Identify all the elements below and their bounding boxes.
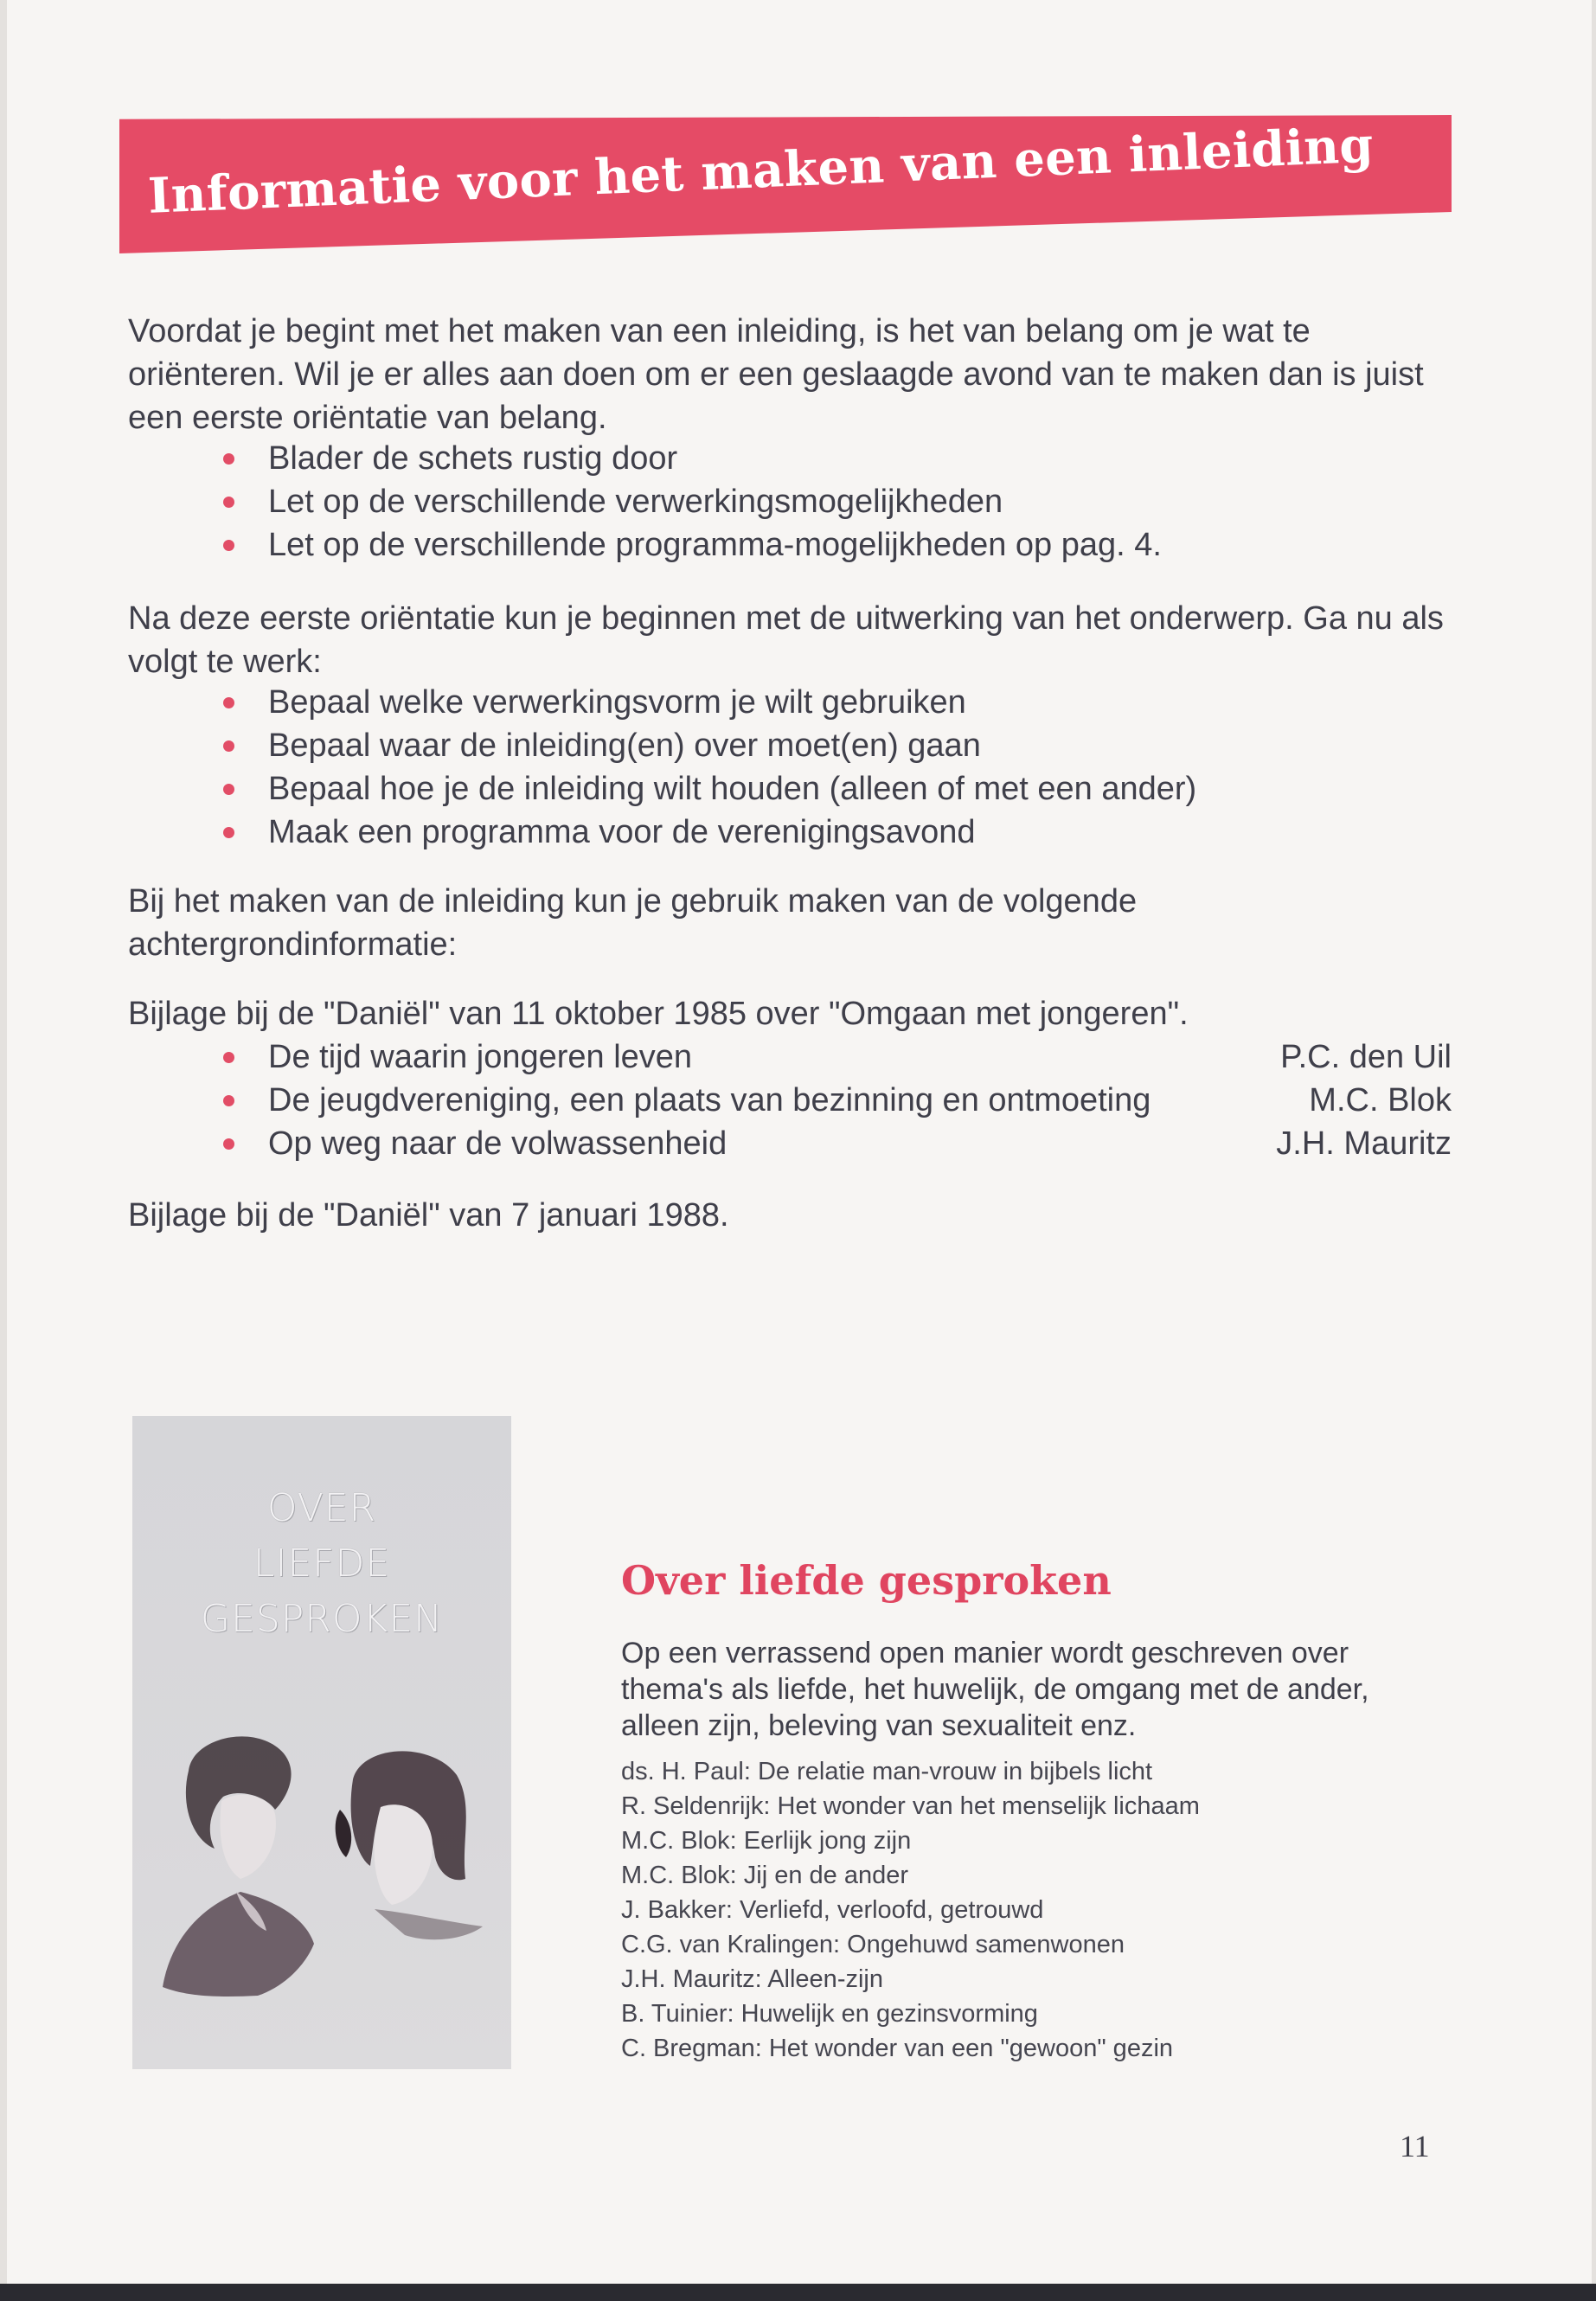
- list-item: [223, 1035, 1452, 1079]
- bullet-dot-icon: [223, 827, 234, 838]
- supplement-1988: Bijlage bij de "Daniël" van 7 januari 1988.: [128, 1197, 729, 1234]
- list-item: Bepaal waar de inleiding(en) over moet(en) gaan: [223, 724, 1452, 767]
- list-item: J. Bakker: Verliefd, verloofd, getrouwd: [621, 1896, 1044, 1924]
- list-item: Blader de schets rustig door: [223, 437, 1452, 480]
- couple-illustration: [154, 1727, 491, 2013]
- article-author: J.H. Mauritz: [1276, 1125, 1452, 1162]
- list-item: Let op de verschillende verwerkingsmogelijkheden: [223, 480, 1452, 523]
- list-item: R. Seldenrijk: Het wonder van het menselijk lichaam: [621, 1792, 1200, 1820]
- list-item: B. Tuinier: Huwelijk en gezinsvorming: [621, 2000, 1038, 2028]
- article-title: De jeugdvereniging, een plaats van bezinning en ontmoeting: [268, 1082, 1151, 1118]
- article-author: P.C. den Uil: [1280, 1039, 1452, 1075]
- list-item: Maak een programma voor de verenigingsavond: [223, 811, 1452, 854]
- article-title: De tijd waarin jongeren leven: [268, 1039, 693, 1075]
- bullet-dot-icon: [223, 740, 234, 752]
- list-item: M.C. Blok: Eerlijk jong zijn: [621, 1827, 912, 1855]
- page-title: Informatie voor het maken van een inleiding: [146, 116, 1375, 225]
- list-item: Bepaal hoe je de inleiding wilt houden (alleen of met een ander): [223, 767, 1452, 811]
- list-item: [223, 1079, 1452, 1122]
- page-number: 11: [1400, 2129, 1430, 2163]
- list-item: J.H. Mauritz: Alleen-zijn: [621, 1965, 883, 1993]
- articles-list: [223, 1035, 1452, 1165]
- book-contents: [621, 1754, 1452, 2066]
- book-description: Op een verrassend open manier wordt geschreven over thema's als liefde, het huwelijk, de omgang met de ander, alleen zijn, beleving van sexualiteit enz.: [621, 1637, 1369, 1742]
- background-paragraph: Bij het maken van de inleiding kun je gebruik maken van de volgende achtergrondinformatie:: [128, 883, 1138, 963]
- list-item: M.C. Blok: Jij en de ander: [621, 1862, 909, 1889]
- list-item: Let op de verschillende programma-mogelijkheden op pag. 4.: [223, 523, 1452, 567]
- book-title: Over liefde gesproken: [621, 1557, 1112, 1604]
- article-author: M.C. Blok: [1309, 1082, 1452, 1118]
- list-item: ds. H. Paul: De relatie man-vrouw in bijbels licht: [621, 1758, 1153, 1785]
- bullet-dot-icon: [223, 540, 234, 551]
- bullet-dot-icon: [223, 497, 234, 508]
- steps-bullet-list: [223, 681, 1452, 854]
- steps-paragraph: Na deze eerste oriëntatie kun je beginnen met de uitwerking van het onderwerp. Ga nu als volgt te werk:: [128, 600, 1444, 680]
- supplement-1988: Bijlage bij de "Daniël" van 11 oktober 1985 over "Omgaan met jongeren".: [128, 996, 1189, 1032]
- bullet-dot-icon: [223, 784, 234, 795]
- list-item: [223, 1122, 1452, 1165]
- bullet-dot-icon: [223, 1095, 234, 1106]
- bullet-dot-icon: [223, 697, 234, 708]
- book-cover: [132, 1416, 511, 2069]
- list-item: C.G. van Kralingen: Ongehuwd samenwonen: [621, 1931, 1125, 1958]
- bullet-dot-icon: [223, 1138, 234, 1150]
- bullet-dot-icon: [223, 453, 234, 465]
- page-edge: [0, 2284, 1596, 2301]
- intro-paragraph: Voordat je begint met het maken van een inleiding, is het van belang om je wat te oriënteren. Wil je er alles aan doen om er een geslaagde avond van te maken dan is juist een eerste oriëntatie van belang.: [128, 313, 1424, 436]
- list-item: Bepaal welke verwerkingsvorm je wilt gebruiken: [223, 681, 1452, 724]
- intro-bullet-list: [223, 437, 1452, 567]
- cover-title: OVER LIEFDE GESPROKEN: [200, 1486, 444, 1641]
- list-item: C. Bregman: Het wonder van een "gewoon" gezin: [621, 2035, 1174, 2062]
- article-title: Op weg naar de volwassenheid: [268, 1125, 727, 1162]
- bullet-dot-icon: [223, 1052, 234, 1063]
